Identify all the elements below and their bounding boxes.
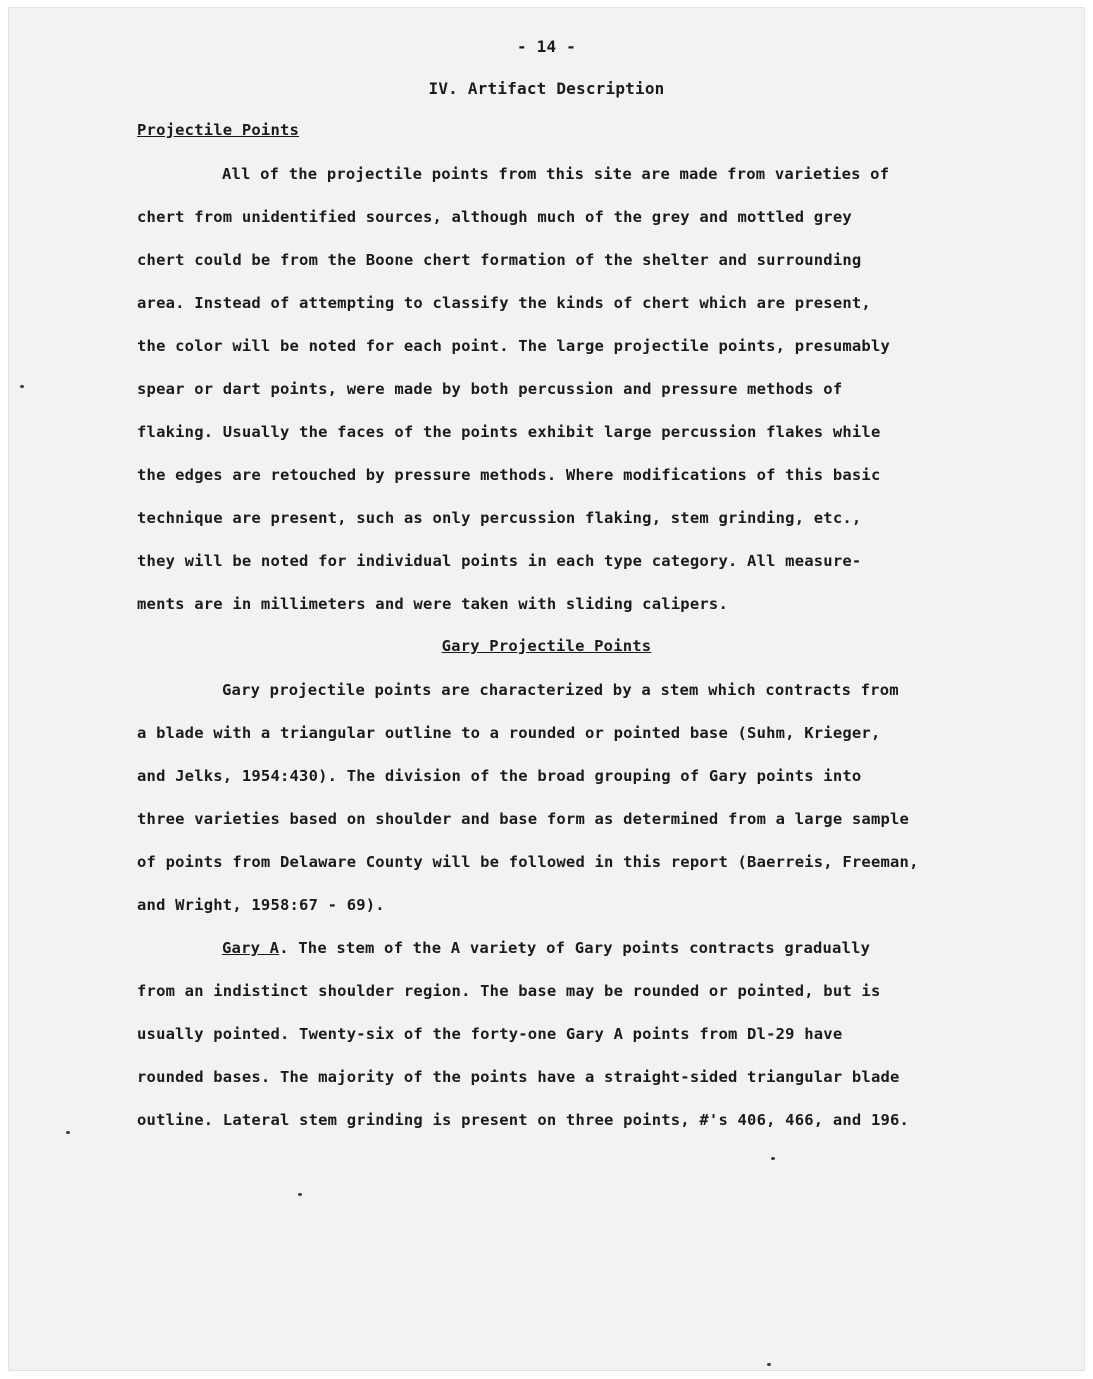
para3-line: usually pointed. Twenty-six of the forty-one Gary A points from Dl-29 have (137, 1025, 843, 1043)
para1-line: they will be noted for individual points in each type category. All measure- (137, 552, 862, 570)
para1-line: ments are in millimeters and were taken with sliding calipers. (137, 595, 728, 613)
scan-speck (298, 1193, 302, 1196)
para2-line: Gary projectile points are characterized by a stem which contracts from (222, 681, 899, 699)
para2-line: a blade with a triangular outline to a rounded or pointed base (Suhm, Krieger, (137, 724, 881, 742)
para2-line: and Wright, 1958:67 - 69). (137, 896, 385, 914)
para3-lead-rest: . The stem of the A variety of Gary points contracts gradually (279, 939, 871, 957)
para1-line: chert could be from the Boone chert formation of the shelter and surrounding (137, 251, 862, 269)
para3-line: from an indistinct shoulder region. The base may be rounded or pointed, but is (137, 982, 881, 1000)
subheading-projectile-points: Projectile Points (137, 121, 300, 139)
para3-line: outline. Lateral stem grinding is present on three points, #'s 406, 466, and 196. (137, 1111, 910, 1129)
para1-line: the color will be noted for each point. The large projectile points, presumably (137, 337, 891, 355)
scan-speck (66, 1131, 70, 1134)
para3-line: rounded bases. The majority of the points have a straight-sided triangular blade (137, 1068, 900, 1086)
para1-line: spear or dart points, were made by both percussion and pressure methods of (137, 380, 843, 398)
scan-speck (771, 1157, 775, 1160)
scan-speck (20, 385, 24, 388)
para1-line: All of the projectile points from this site are made from varieties of (222, 165, 890, 183)
section-heading: IV. Artifact Description (428, 79, 665, 98)
para2-line: and Jelks, 1954:430). The division of the broad grouping of Gary points into (137, 767, 862, 785)
para1-line: area. Instead of attempting to classify the kinds of chert which are present, (137, 294, 871, 312)
para1-line: the edges are retouched by pressure methods. Where modifications of this basic (137, 466, 881, 484)
document-page (8, 7, 1085, 1371)
gary-a-label: Gary A (222, 939, 280, 957)
page-number: - 14 - (517, 37, 576, 56)
para2-line: three varieties based on shoulder and base form as determined from a large sample (137, 810, 910, 828)
para2-line: of points from Delaware County will be followed in this report (Baerreis, Freeman, (137, 853, 919, 871)
scan-speck (767, 1363, 771, 1366)
para3-first-line (222, 939, 870, 957)
para1-line: flaking. Usually the faces of the points exhibit large percussion flakes while (137, 423, 881, 441)
para1-line: technique are present, such as only percussion flaking, stem grinding, etc., (137, 509, 862, 527)
subheading-gary-projectile-points: Gary Projectile Points (441, 637, 652, 655)
para1-line: chert from unidentified sources, although much of the grey and mottled grey (137, 208, 852, 226)
